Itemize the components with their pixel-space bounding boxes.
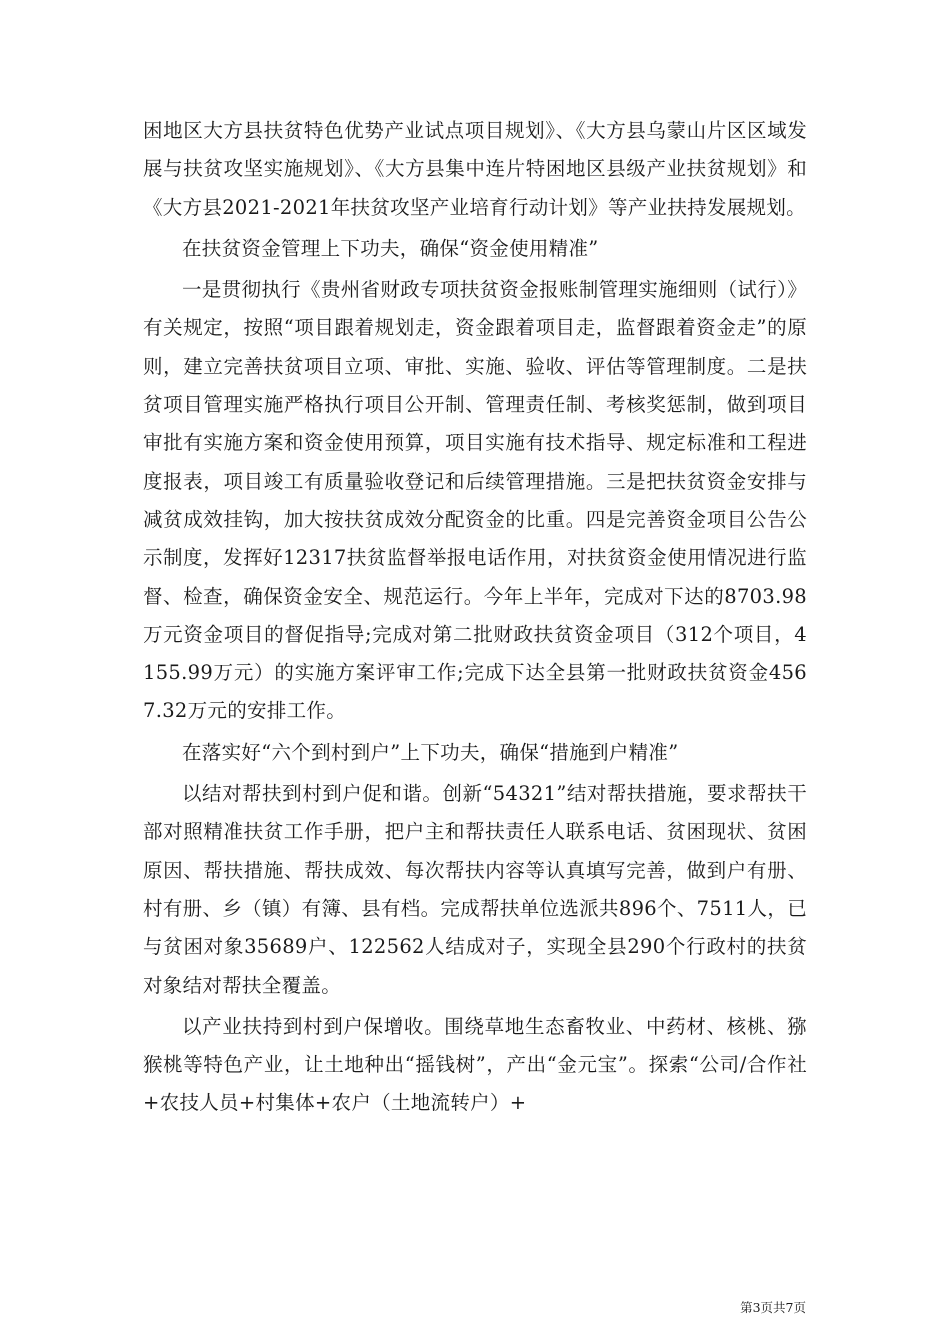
paragraph-fund-management: 一是贯彻执行《贵州省财政专项扶贫资金报账制管理实施细则（试行）》有关规定，按照“项目跟着规划走，资金跟着项目走，监督跟着资金走”的原则，建立完善扶贫项目立项、审批、实施、验收、评估等管理制度。二是扶贫项目管理实施严格执行项目公开制、管理责任制、考核奖惩制，做到项目审批有实施方案和资金使用预算，项目实施有技术指导、规定标准和工程进度报表，项目竣工有质量验收登记和后续管理措施。三是把扶贫资金安排与减贫成效挂钩，加大按扶贫成效分配资金的比重。四是完善资金项目公告公示制度，发挥好12317扶贫监督举报电话作用，对扶贫资金使用情况进行监督、检查，确保资金安全、规范运行。今年上半年，完成对下达的8703.98万元资金项目的督促指导;完成对第二批财政扶贫资金项目（312个项目，4155.99万元）的实施方案评审工作;完成下达全县第一批财政扶贫资金4567.32万元的安排工作。 — [143, 278, 807, 723]
paragraph-pairing-assistance: 以结对帮扶到村到户促和谐。创新“54321”结对帮扶措施，要求帮扶干部对照精准扶贫工作手册，把户主和帮扶责任人联系电话、贫困现状、贫困原因、帮扶措施、帮扶成效、每次帮扶内容等认真填写完善，做到户有册、村有册、乡（镇）有簿、县有档。完成帮扶单位选派共896个、7511人，已与贫困对象35689户、122562人结成对子，实现全县290个行政村的扶贫对象结对帮扶全覆盖。 — [143, 782, 807, 997]
paragraph-intro-continued: 困地区大方县扶贫特色优势产业试点项目规划》、《大方县乌蒙山片区区域发展与扶贫攻坚实施规划》、《大方县集中连片特困地区县级产业扶贫规划》和《大方县2021-2021年扶贫攻坚产业培育行动计划》等产业扶持发展规划。 — [143, 119, 807, 219]
section-heading-fund-management: 在扶贫资金管理上下功夫，确保“资金使用精准” — [182, 236, 599, 260]
section-heading-six-to-household: 在落实好“六个到村到户”上下功夫，确保“措施到户精准” — [182, 740, 679, 764]
document-body — [143, 112, 807, 1123]
page-number-footer: 第3页共7页 — [740, 1300, 806, 1315]
paragraph-industry-support: 以产业扶持到村到户保增收。围绕草地生态畜牧业、中药材、核桃、猕猴桃等特色产业，让土地种出“摇钱树”，产出“金元宝”。探索“公司/合作社+农技人员+村集体+农户（土地流转户）+ — [143, 1014, 807, 1115]
